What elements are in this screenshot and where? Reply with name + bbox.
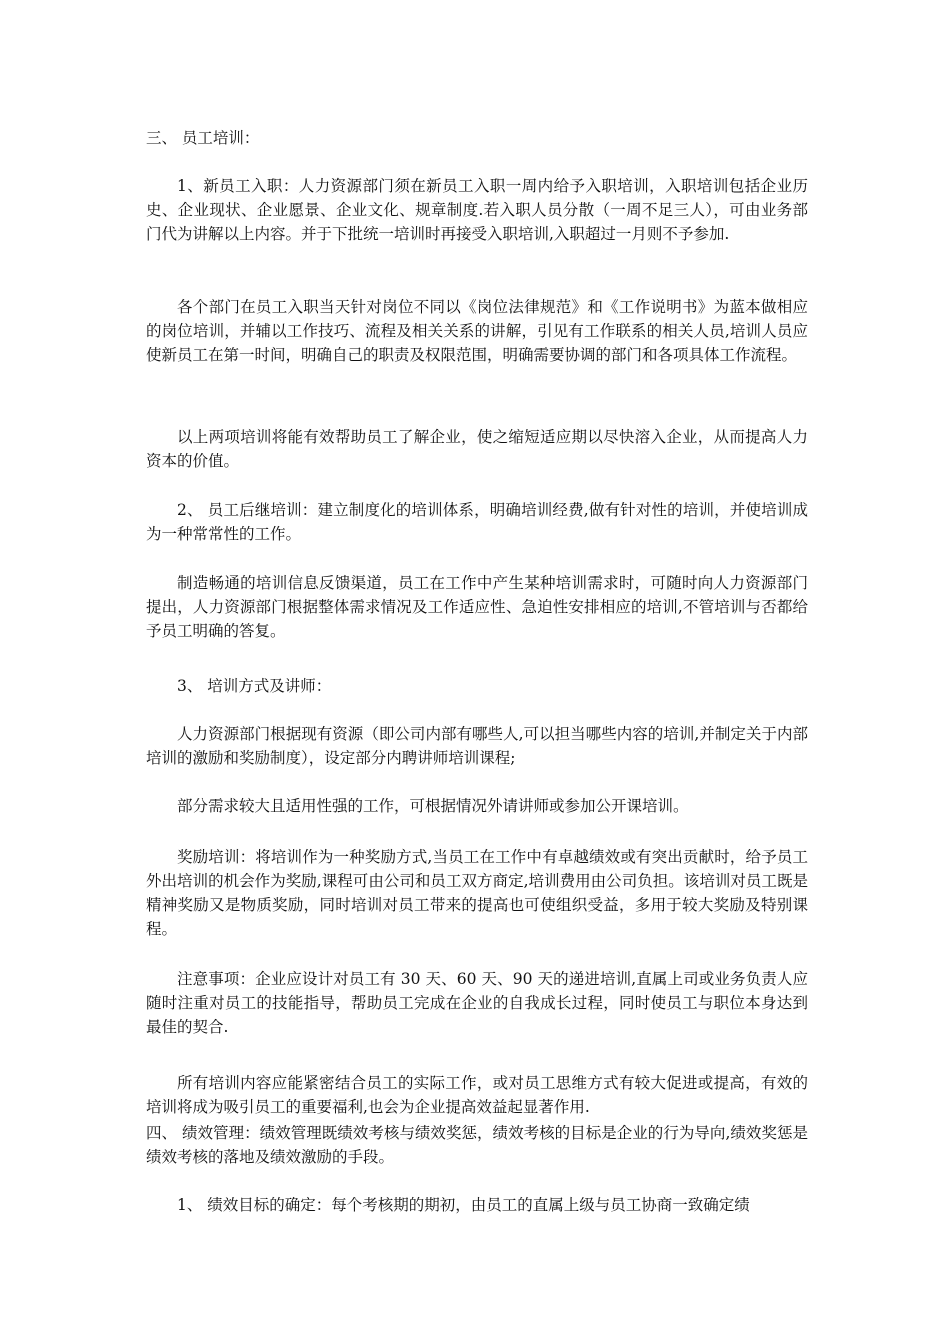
paragraph-new-employee-onboarding: 1、新员工入职：人力资源部门须在新员工入职一周内给予入职培训，入职培训包括企业历史、企业现状、企业愿景、企业文化、规章制度.若入职人员分散（一周不足三人），可由业务部门代为讲解以上内容。并于下批统一培训时再接受入职培训,入职超过一月则不予参加. xyxy=(146,177,808,243)
paragraph-internal-trainers: 人力资源部门根据现有资源（即公司内部有哪些人,可以担当哪些内容的培训,并制定关于内部培训的激励和奖励制度），设定部分内聘讲师培训课程; xyxy=(146,725,808,767)
paragraph-feedback-channel: 制造畅通的培训信息反馈渠道，员工在工作中产生某种培训需求时，可随时向人力资源部门提出，人力资源部门根据整体需求情况及工作适应性、急迫性安排相应的培训,不管培训与否都给予员工明确的答复。 xyxy=(146,574,808,640)
paragraph-external-trainers: 部分需求较大且适用性强的工作，可根据情况外请讲师或参加公开课培训。 xyxy=(177,797,689,815)
document-page xyxy=(146,0,808,1344)
paragraph-training-content: 所有培训内容应能紧密结合员工的实际工作，或对员工思维方式有较大促进或提高，有效的培训将成为吸引员工的重要福利,也会为企业提高效益起显著作用. xyxy=(146,1074,808,1116)
paragraph-performance-goals: 1、 绩效目标的确定：每个考核期的期初，由员工的直属上级与员工协商一致确定绩 xyxy=(177,1196,750,1214)
paragraph-department-job-training: 各个部门在员工入职当天针对岗位不同以《岗位法律规范》和《工作说明书》为蓝本做相应的岗位培训，并辅以工作技巧、流程及相关关系的讲解，引见有工作联系的相关人员,培训人员应使新员工在第一时间，明确自己的职责及权限范围，明确需要协调的部门和各项具体工作流程。 xyxy=(146,298,808,364)
section-heading-staff-training: 三、 员工培训： xyxy=(146,129,260,147)
section-heading-performance-management: 四、 绩效管理：绩效管理既绩效考核与绩效奖惩，绩效考核的目标是企业的行为导向,绩效奖惩是绩效考核的落地及绩效激励的手段。 xyxy=(146,1124,808,1166)
paragraph-reward-training: 奖励培训：将培训作为一种奖励方式,当员工在工作中有卓越绩效或有突出贡献时，给予员工外出培训的机会作为奖励,课程可由公司和员工双方商定,培训费用由公司负担。该培训对员工既是精神奖励又是物质奖励，同时培训对员工带来的提高也可使组织受益，多用于较大奖励及特别课程。 xyxy=(146,848,808,938)
paragraph-notes: 注意事项：企业应设计对员工有 30 天、60 天、90 天的递进培训,直属上司或业务负责人应随时注重对员工的技能指导，帮助员工完成在企业的自我成长过程，同时使员工与职位本身达到最佳的契合. xyxy=(146,970,808,1036)
paragraph-follow-up-training: 2、 员工后继培训：建立制度化的培训体系，明确培训经费,做有针对性的培训，并使培训成为一种常常性的工作。 xyxy=(146,501,808,543)
paragraph-training-value: 以上两项培训将能有效帮助员工了解企业，使之缩短适应期以尽快溶入企业，从而提高人力资本的价值。 xyxy=(146,428,808,470)
subheading-training-methods: 3、 培训方式及讲师： xyxy=(177,677,332,695)
